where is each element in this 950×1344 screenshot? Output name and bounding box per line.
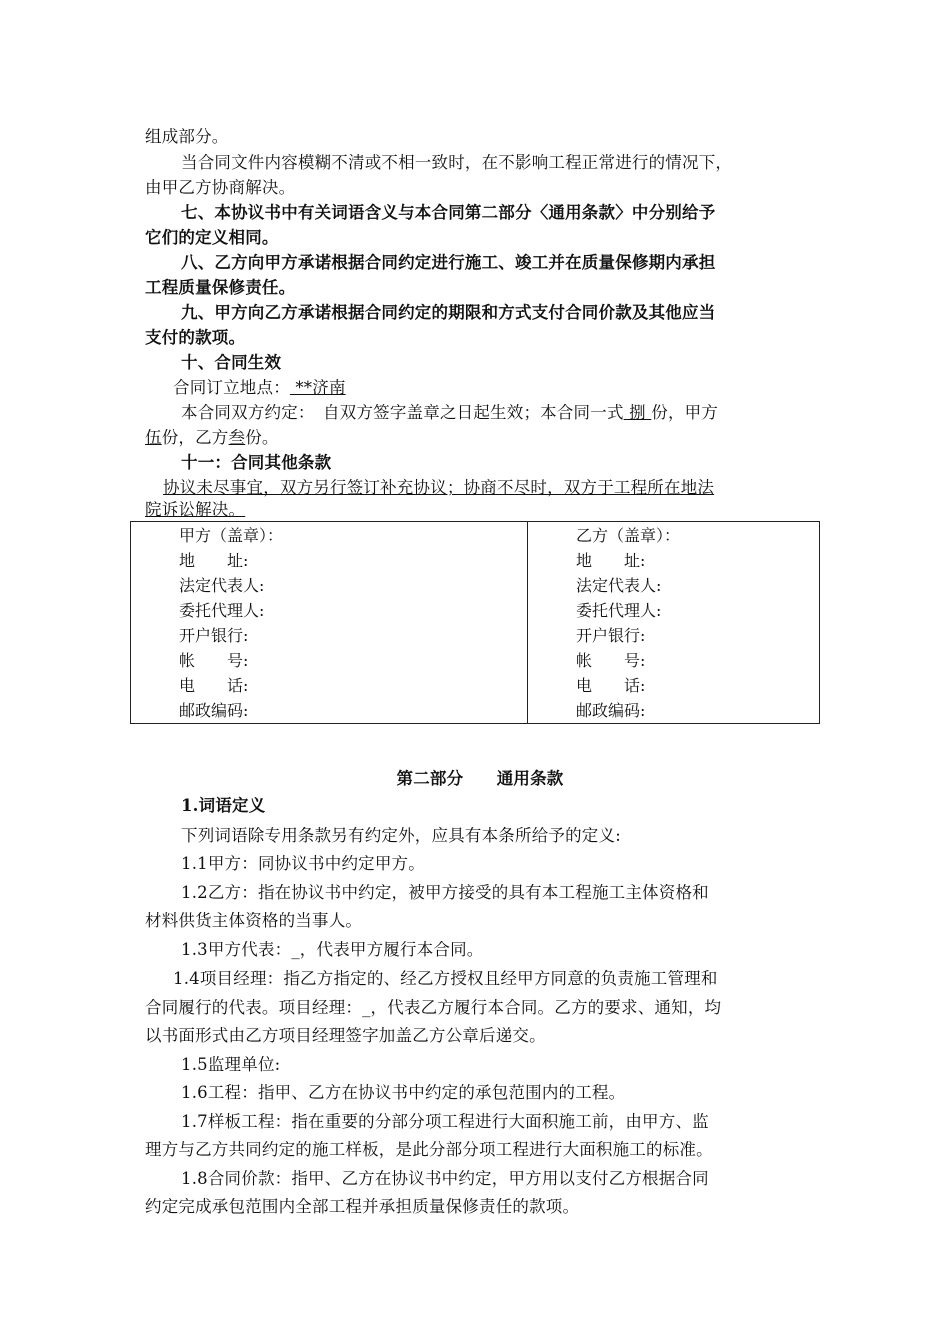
definition-1-8-cont: 约定完成承包范围内全部工程并承担质量保修责任的款项。 [145,1197,580,1216]
definition-1-7-cont: 理方与乙方共同约定的施工样板，是此分部分项工程进行大面积施工的标准。 [145,1140,713,1159]
party-a-address: 地 址: [179,551,249,570]
clause-7: 七、本协议书中有关词语含义与本合同第二部分〈通用条款〉中分别给予 [181,203,716,222]
party-b-seal: 乙方（盖章）： [576,526,681,545]
party-b-postcode: 邮政编码: [576,701,646,720]
copies-text-end: 份，甲方 [651,403,719,422]
definition-1-6: 1.6工程：指甲、乙方在协议书中约定的承包范围内的工程。 [181,1083,626,1102]
clause-9-cont: 支付的款项。 [145,328,246,347]
clause-11-heading: 十一：合同其他条款 [181,453,332,472]
party-b-account: 帐 号: [576,651,646,670]
clause-8: 八、乙方向甲方承诺根据合同约定进行施工、竣工并在质量保修期内承担 [181,253,716,272]
text-line: 组成部分。 [145,127,229,146]
signing-place-label: 合同订立地点： [173,378,290,397]
party-b-cell [528,522,820,724]
definition-1-7: 1.7样板工程：指在重要的分部分项工程进行大面积施工前，由甲方、监 [181,1112,709,1131]
copies-line-cont [145,426,815,450]
party-a-copies: 伍 [145,428,162,447]
party-a-cell [131,522,528,724]
copies-total: 捌 [623,403,652,422]
party-b-agent: 委托代理人: [576,601,662,620]
signing-place-value: **济南 [289,378,346,397]
definitions-intro: 下列词语除专用条款另有约定外，应具有本条所给予的定义: [181,826,621,845]
copies-sep: 份，乙方 [161,428,229,447]
other-terms-text: 协议未尽事宜，双方另行签订补充协议；协商不尽时，双方于工程所在地法 [163,478,715,497]
definition-1-3: 1.3甲方代表：_，代表甲方履行本合同。 [181,940,484,959]
clause-10-heading: 十、合同生效 [181,353,282,372]
definition-1-4-cont2: 以书面形式由乙方项目经理签字加盖乙方公章后递交。 [145,1026,546,1045]
party-a-account: 帐 号: [179,651,249,670]
copies-line [181,401,851,425]
party-a-agent: 委托代理人: [179,601,265,620]
clause-9: 九、甲方向乙方承诺根据合同约定的期限和方式支付合同价款及其他应当 [181,303,716,322]
copies-end: 份。 [245,428,279,447]
definition-1-2: 1.2乙方：指在协议书中约定，被甲方接受的具有本工程施工主体资格和 [181,883,709,902]
signing-place-line [173,376,843,400]
definition-1-4-cont: 合同履行的代表。项目经理：_，代表乙方履行本合同。乙方的要求、通知，均 [145,998,722,1017]
definition-1-1: 1.1甲方：同协议书中约定甲方。 [181,854,425,873]
clause-7-cont: 它们的定义相同。 [145,228,279,247]
party-a-seal: 甲方（盖章）： [179,526,284,545]
clause-8-cont: 工程质量保修责任。 [145,278,296,297]
other-terms-text-cont: 院诉讼解决。 [145,500,246,519]
signature-table [130,521,820,724]
definition-1-2-cont: 材料供货主体资格的当事人。 [145,911,363,930]
part2-title: 第二部分 通用条款 [396,769,564,788]
definition-1-5: 1.5监理单位: [181,1055,281,1074]
party-a-phone: 电 话: [179,676,249,695]
party-a-bank: 开户银行: [179,626,249,645]
party-b-legal-rep: 法定代表人: [576,576,662,595]
copies-text: 本合同双方约定： 自双方签字盖章之日起生效；本合同一式 [181,403,624,422]
party-b-address: 地 址: [576,551,646,570]
party-b-copies: 叁 [228,428,246,447]
definition-1-4: 1.4项目经理：指乙方指定的、经乙方授权且经甲方同意的负责施工管理和 [173,969,718,988]
section-1-heading: 1.词语定义 [181,796,266,815]
party-a-postcode: 邮政编码: [179,701,249,720]
party-b-bank: 开户银行: [576,626,646,645]
text-line: 由甲乙方协商解决。 [145,178,296,197]
party-b-phone: 电 话: [576,676,646,695]
definition-1-8: 1.8合同价款：指甲、乙方在协议书中约定，甲方用以支付乙方根据合同 [181,1169,709,1188]
text-line: 当合同文件内容模糊不清或不相一致时，在不影响工程正常进行的情况下， [181,153,733,172]
party-a-legal-rep: 法定代表人: [179,576,265,595]
